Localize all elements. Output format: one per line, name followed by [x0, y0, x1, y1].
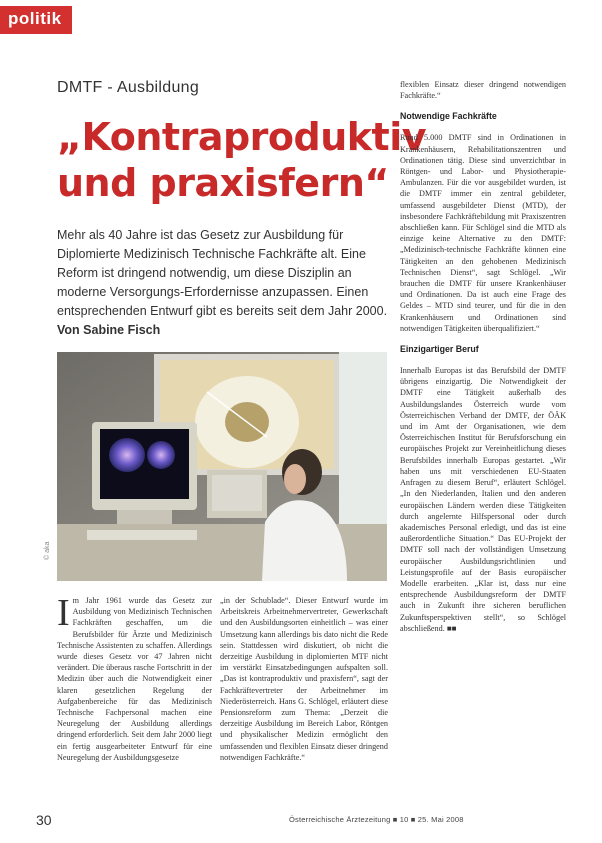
body-paragraph [57, 592, 212, 763]
end-mark: ■■ [446, 623, 457, 633]
body-column-1 [57, 592, 212, 763]
page-number: 30 [36, 812, 52, 828]
section-tag-label: politik [8, 9, 62, 28]
column-3-closing [400, 365, 566, 634]
drop-cap: I [57, 592, 70, 634]
article-photo [57, 352, 387, 581]
byline: Von Sabine Fisch [57, 323, 161, 337]
lead-paragraph [57, 226, 392, 340]
column-3-intro: flexiblen Einsatz dieser dringend notwendigen Fachkräfte.“ [400, 80, 566, 101]
subhead-notwendige-fachkraefte: Notwendige Fachkräfte [400, 111, 497, 122]
column-3-paragraph: Rund 5.000 DMTF sind in Ordinationen in Krankenhäusern, Rehabilitationszentren und Ordinationen tätig. Diese sind unverzichtbar in Röntgen- und Labor- und Physiotherapie-Ambulanzen. Für die vor ausgebildet wurden, ist die DMTF immer ein zentral gebildeter, umfassend ausgebildeter Dienst (MTD), der insbesondere Fachkräftebildung mit Praxiszentren abschließen kann. Für Schlögel sind die MTD als einzige keine Alternative zu den DMTF: „Medizinisch-technische Fachkräfte können eine Tätigkeiten an den gehobenen Medizinisch Technischen Dienst“, sagt Schlögel. „Wir brauchen die DMTF für unsere Krankenhäuser und Ordinationen. Da ist auch eine Frage des Geldes – MTD sind teurer, und für die in den Krankenhäusern und Ordinationen sind notwendigen Tätigkeiten überqualifiziert.“ [400, 133, 566, 333]
column-2-text: „in der Schublade“. Dieser Entwurf wurde im Arbeitskreis Arbeitnehmervertreter, Gewerkschaft und den Ausbildungsorten einheitlich – was einer Umsetzung kann allerdings bis dato nicht die Rede sein. Stattdessen wird diskutiert, ob nicht die derzeitige Ausbildung in diplomierten MTF nicht im verstärkt Einsatzbedingungen aufspalten soll. „Das ist kontraproduktiv und praxisfern“, sagt der Fachkräftevertreter der Arbeitnehmer im Niederösterreich. Hans G. Schlögel, erläutert diese Pensionsreform zum Thema: „Derzeit die derzeitige Ausbildung im Bereich Labor, Röntgen und physikalischer Medizin ermöglicht den umfassenden und flexiblen Einsatz dieser dringend notwendigen Fachkräfte.“ [220, 596, 388, 762]
column-1-text: m Jahr 1961 wurde das Gesetz zur Ausbildung von Medizinisch Technischen Fachkräften geschaffen, um die Berufsbilder für Ärzte und Medizinisch Technische Assistenten zu schaffen. Allerdings wurde dieses Gesetz vor 47 Jahren nicht verändert. Die überaus rasche Fortschritt in der Medizin über auch die Notwendigkeit einer klaren gesetzlichen Regelung der Aufgabenbereiche für das Medizinisch Technische Fachpersonal machen eine Neuregelung der Ausbildung allerdings dringend erforderlich. Seit dem Jahr 2000 liegt ein fertig ausgearbeiteter Entwurf für eine Neuregelung der Ausbildungsgesetze [57, 596, 212, 762]
headline: „Kontraproduktiv und praxisfern“ [57, 115, 426, 205]
photo-illustration [57, 352, 387, 581]
photo-credit: © aka [44, 541, 51, 560]
kicker: DMTF - Ausbildung [57, 79, 200, 96]
section-tag [0, 6, 72, 34]
subhead-einzigartiger-beruf: Einzigartiger Beruf [400, 344, 479, 355]
publication-footer: Österreichische Ärztezeitung ■ 10 ■ 25. Mai 2008 [289, 815, 464, 824]
body-column-3 [400, 79, 566, 634]
body-column-2 [220, 595, 388, 763]
lead-text: Mehr als 40 Jahre ist das Gesetz zur Ausbildung für Diplomierte Medizinisch Technische Fachkräfte alt. Eine Reform ist dringend notwendig, um diese Disziplin an moderne Versorgungs-Erfordernisse anzupassen. Einen entsprechenden Entwurf gibt es bereits seit dem Jahr 2000. [57, 228, 388, 318]
column-3-closing-text: Innerhalb Europas ist das Berufsbild der DMTF übrigens einzigartig. Die Notwendigkeit der DMTF eine Tätigkeit außerhalb des Ausbildungslandes Österreich wurde vom Österreichischen Verband der DMTF, der ÖÄK und im Amt der Organisationen, wie dem Österreichischen Institut für Berufsforschung ein europäisches Projekt zur Vereinheitlichung dieses Berufsbildes innerhalb Europas gestartet. „Wir haben uns mit verschiedenen EU-Staaten Anfragen zu diesem Beruf“, erläutert Schlögel. „In den Niederlanden, Italien und den anderen europäischen Ländern werden diese Tätigkeiten durch angelernte Hilfspersonal oder durch akademisches Personal erledigt, und das ist eine außerordentliche Situation.“ Das EU-Projekt der DMTF soll nach der vollständigen Umsetzung europäischer Ausbildungsrichtlinien und Leistungsprofile auf der Basis europäischer Modelle erarbeiten. „Klar ist, dass nur eine entsprechende Ausbildungsreform der DMTF auch in Zukunft ihre sicheren beruflichen Zukunftsperspektiven stellt“, so Schlögel abschließend. [400, 366, 566, 633]
